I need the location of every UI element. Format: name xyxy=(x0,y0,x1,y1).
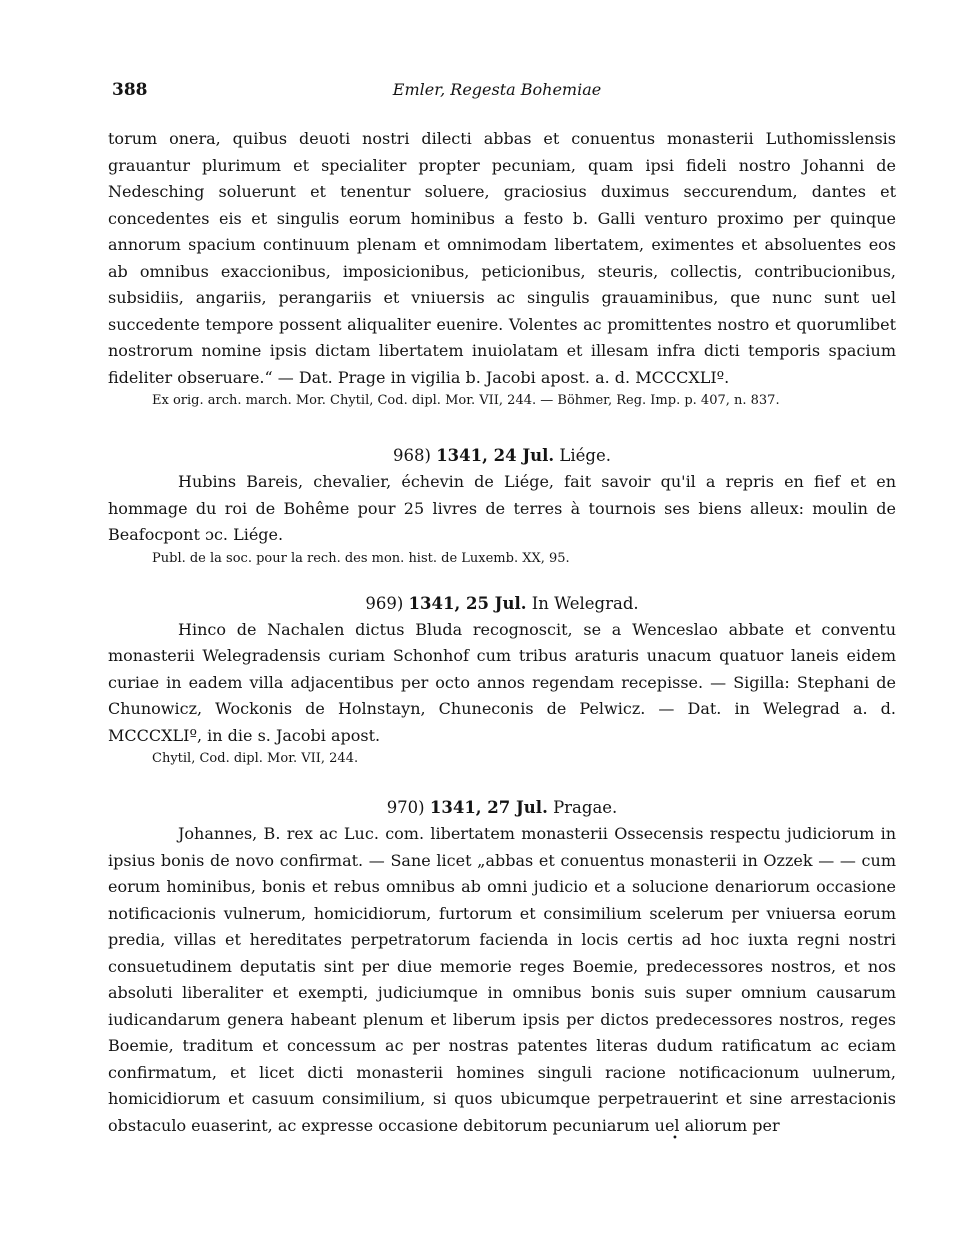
entry-number: 970) xyxy=(386,798,425,817)
entry-968-heading xyxy=(108,443,896,469)
page-number: 388 xyxy=(112,80,148,100)
page-body xyxy=(108,126,896,1139)
entry-place: In Welegrad. xyxy=(531,593,639,613)
continuation-source: Ex orig. arch. march. Mor. Chytil, Cod. dipl. Mor. VII, 244. — Böhmer, Reg. Imp. p. 407, n. 837. xyxy=(152,393,780,408)
entry-number: 968) xyxy=(393,446,431,465)
entry-968-text: Hubins Bareis, chevalier, échevin de Liége, fait savoir qu'il a repris en fief et en hommage du roi de Bohême pour 25 livres de terres à tournois ses biens alleux: moulin de Beafocpont ɔc. Liége. xyxy=(108,472,896,544)
entry-date: 1341, 27 Jul. xyxy=(429,798,548,817)
entry-place: Pragae. xyxy=(553,798,618,817)
entry-969-heading xyxy=(108,591,896,617)
entry-date: 1341, 25 Jul. xyxy=(408,593,527,613)
ink-speck-mark: • xyxy=(672,1133,678,1144)
continuation-paragraph: torum onera, quibus deuoti nostri dilecti abbas et conuentus monasterii Luthomisslensis grauantur plurimum et specialiter propter pecuniam, quam ipsi fideli nostro Johanni de Nedesching soluerunt et tenentur soluere, graciosius duximus seccurendum, dantes et concedentes eis et singulis eorum hominibus a festo b. Galli venturo proximo per quinque annorum spacium continuum plenam et omnimodam libertatem, eximentes et absoluentes eos ab omnibus exaccionibus, imposicionibus, peticionibus, steuris, collectis, contribucionibus, subsidiis, angariis, perangariis et vniuersis ac singulis grauaminibus, que nunc sunt uel succedente tempore possent aliqualiter euenire. Volentes ac promittentes nostro et quorumlibet nostrorum nomine ipsis dictam libertatem inuiolatam et illesam infra dicti temporis spacium fideliter obseruare.“ — Dat. Prage in vigilia b. Jacobi apost. a. d. MCCCXLIº. xyxy=(108,129,896,387)
entry-969-source: Chytil, Cod. dipl. Mor. VII, 244. xyxy=(152,751,359,766)
entry-970-heading xyxy=(108,795,896,821)
running-title: Emler, Regesta Bohemiae xyxy=(392,80,602,99)
page-header xyxy=(112,80,882,106)
entry-place: Liége. xyxy=(559,446,611,465)
entry-number: 969) xyxy=(365,593,404,613)
entry-date: 1341, 24 Jul. xyxy=(436,446,555,465)
entry-968-source: Publ. de la soc. pour la rech. des mon. hist. de Luxemb. XX, 95. xyxy=(152,550,570,566)
entry-970-text: Johannes, B. rex ac Luc. com. libertatem monasterii Ossecensis respectu judiciorum in ipsius bonis de novo confirmat. — Sane licet „abbas et conuentus monasterii in Ozzek — — cum eorum hominibus, bonis et rebus omnibus ab omni judicio et a solucione denariorum occasione notificacionis vulnerum, homicidiorum, furtorum et consimilium scelerum per vniuersa eorum predia, villas et hereditates perpetratorum facienda in locis certis ad hoc iuxta regni nostri consuetudinem deputatis sint per diue memorie reges Boemie, predecessores nostros, et nos absoluti liberaliter et exempti, judiciumque in omnibus bonis suis super omnium causarum iudicandarum genera habeant plenum et liberum ipsis per dictos predecessores nostros, reges Boemie, traditum et concessum ac per nostras patentes literas dudum ratificatum ac eciam confirmatum, et licet dicti monasterii homines singuli racione notificacionum uulnerum, homicidiorum et casuum consimilium, si quos ubicumque perpetrauerint et sine arrestacionis obstaculo euaserint, ac expresse occasione debitorum pecuniarum uel aliorum per xyxy=(108,824,896,1135)
entry-969-text: Hinco de Nachalen dictus Bluda recognoscit, se a Wenceslao abbate et conventu monasterii Welegradensis curiam Schonhof cum tribus araturis unacum quatuor laneis eidem curiae in eadem villa adjacentibus per octo annos regendam recepisse. — Sigilla: Stephani de Chunowicz, Wockonis de Holnstayn, Chuneconis de Pelwicz. — Dat. in Welegrad a. d. MCCCXLIº, in die s. Jacobi apost. xyxy=(108,619,896,745)
